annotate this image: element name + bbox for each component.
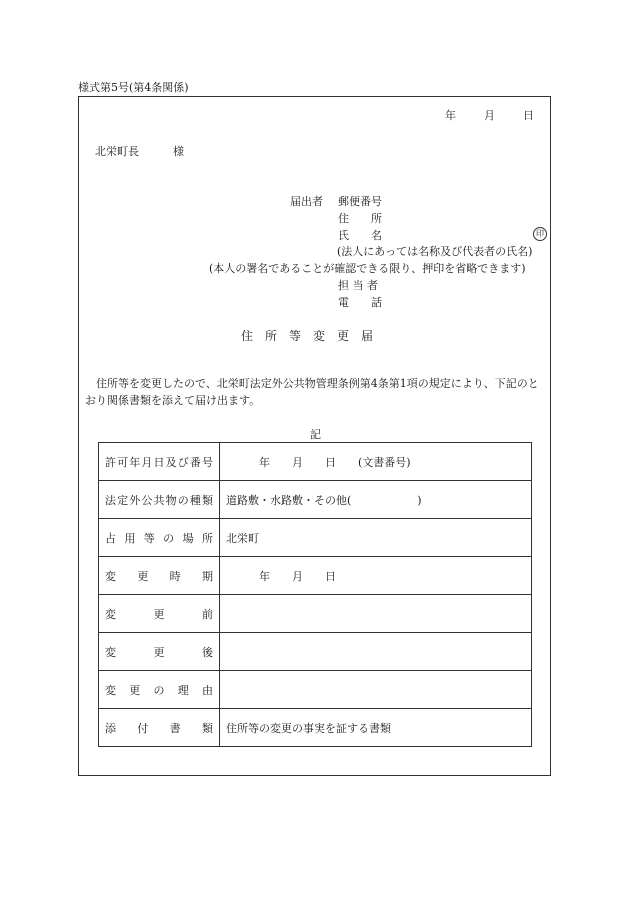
detail-table — [98, 442, 532, 747]
name-label: 氏 名 — [338, 229, 382, 242]
contact-person-label: 担 当 者 — [338, 279, 378, 292]
row-label: 添 付 書 類 — [105, 721, 213, 735]
row-value — [220, 671, 532, 709]
table-row — [99, 633, 532, 671]
row-label-cell — [99, 595, 220, 633]
row-label: 法 定 外 公 共 物 の 種 類 — [105, 493, 213, 507]
row-value: 住所等の変更の事実を証する書類 — [220, 709, 532, 747]
seal-glyph: 印 — [533, 227, 547, 241]
document-title: 住 所 等 変 更 届 — [241, 329, 374, 343]
month-label: 月 — [484, 109, 495, 122]
day-label: 日 — [523, 109, 534, 122]
address-label: 住 所 — [338, 212, 382, 225]
phone-label: 電 話 — [338, 296, 382, 309]
table-row — [99, 709, 532, 747]
table-row — [99, 557, 532, 595]
date-line — [445, 107, 534, 123]
notifier-label: 届出者 — [290, 195, 323, 208]
row-label: 占 用 等 の 場 所 — [105, 531, 213, 545]
body-text: 住所等を変更したので、北栄町法定外公共物管理条例第4条第1項の規定により、下記のとおり関係書類を添えて届け出ます。 — [85, 377, 539, 407]
row-label-cell — [99, 443, 220, 481]
table-row — [99, 671, 532, 709]
table-row — [99, 481, 532, 519]
row-label: 変 更 の 理 由 — [105, 683, 213, 697]
row-value: 北栄町 — [220, 519, 532, 557]
row-label: 変 更 前 — [105, 607, 213, 621]
row-value: 年 月 日 — [220, 557, 532, 595]
addressee-honorific: 様 — [173, 145, 184, 158]
row-label: 許 可 年 月 日 及 び 番 号 — [105, 455, 213, 469]
row-value — [220, 633, 532, 671]
row-value — [220, 595, 532, 633]
row-label-cell — [99, 557, 220, 595]
row-label-cell — [99, 633, 220, 671]
table-row — [99, 595, 532, 633]
row-label-cell — [99, 671, 220, 709]
row-label: 変 更 後 — [105, 645, 213, 659]
row-label: 変 更 時 期 — [105, 569, 213, 583]
addressee — [95, 143, 184, 159]
year-label: 年 — [445, 109, 456, 122]
form-frame — [78, 96, 551, 776]
row-label-cell — [99, 709, 220, 747]
row-value: 道路敷・水路敷・その他( ) — [220, 481, 532, 519]
row-label-cell — [99, 481, 220, 519]
ki-label: 記 — [310, 428, 321, 441]
row-label-cell — [99, 519, 220, 557]
postal-code-label: 郵便番号 — [338, 195, 382, 208]
addressee-name: 北栄町長 — [95, 145, 139, 158]
seal-mark — [533, 226, 547, 241]
corporation-note: (法人にあっては名称及び代表者の氏名) — [337, 245, 533, 258]
form-number-label: 様式第5号(第4条関係) — [78, 81, 189, 94]
table-row — [99, 443, 532, 481]
signature-note: (本人の署名であることが確認できる限り、押印を省略できます) — [209, 262, 526, 275]
row-value: 年 月 日 (文書番号) — [220, 443, 532, 481]
table-row — [99, 519, 532, 557]
